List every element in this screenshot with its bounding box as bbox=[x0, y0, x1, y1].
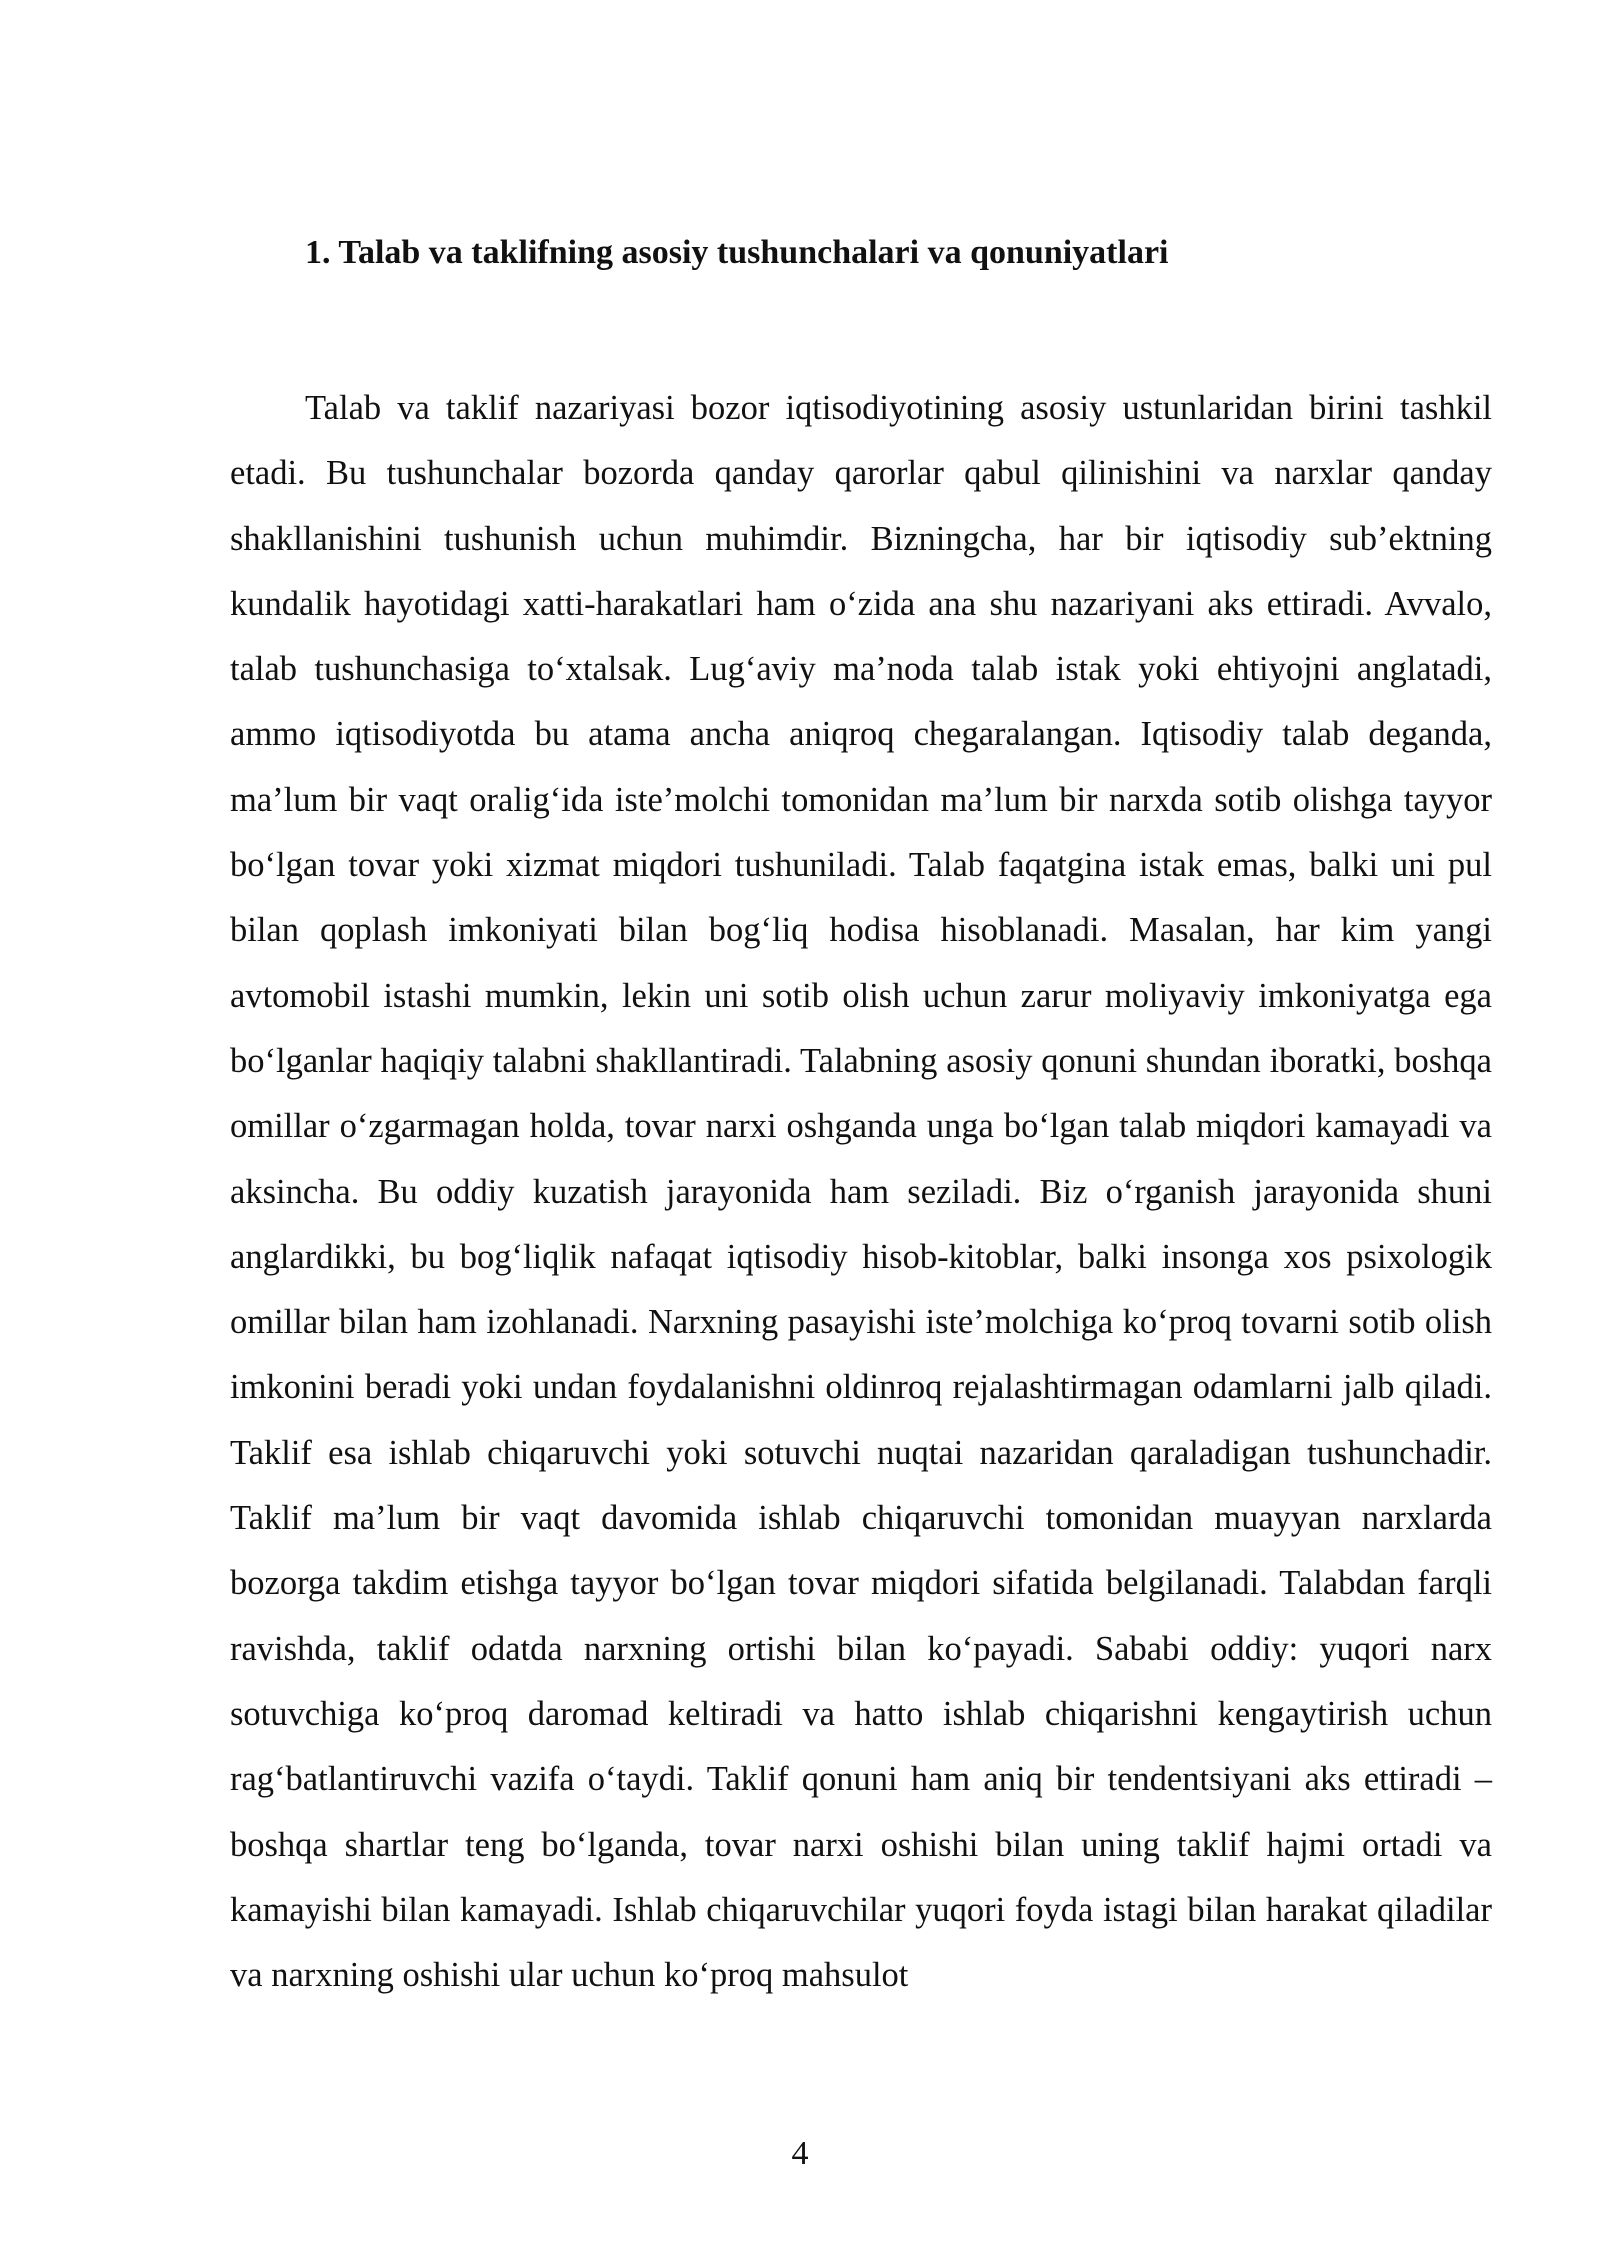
page-number: 4 bbox=[791, 2135, 809, 2172]
body-paragraph: Talab va taklif nazariyasi bozor iqtisodiyotining asosiy ustunlaridan birini tashkil etadi. Bu tushunchalar bozorda qanday qarorlar qabul qilinishini va narxlar qanday shakllanishini tushunish uchun muhimdir. Bizningcha, har bir iqtisodiy sub’ektning kundalik hayotidagi xatti-harakatlari ham o‘zida ana shu nazariyani aks ettiradi. Avvalo, talab tushunchasiga to‘xtalsak. Lug‘aviy ma’noda talab istak yoki ehtiyojni anglatadi, ammo iqtisodiyotda bu atama ancha aniqroq chegaralangan. Iqtisodiy talab deganda, ma’lum bir vaqt oralig‘ida iste’molchi tomonidan ma’lum bir narxda sotib olishga tayyor bo‘lgan tovar yoki xizmat miqdori tushuniladi. Talab faqatgina istak emas, balki uni pul bilan qoplash imkoniyati bilan bog‘liq hodisa hisoblanadi. Masalan, har kim yangi avtomobil istashi mumkin, lekin uni sotib olish uchun zarur moliyaviy imkoniyatga ega bo‘lganlar haqiqiy talabni shakllantiradi. Talabning asosiy qonuni shundan iboratki, boshqa omillar o‘zgarmagan holda, tovar narxi oshganda unga bo‘lgan talab miqdori kamayadi va aksincha. Bu oddiy kuzatish jarayonida ham seziladi. Biz o‘rganish jarayonida shuni anglardikki, bu bog‘liqlik nafaqat iqtisodiy hisob-kitoblar, balki insonga xos psixologik omillar bilan ham izohlanadi. Narxning pasayishi iste’molchiga ko‘proq tovarni sotib olish imkonini beradi yoki undan foydalanishni oldinroq rejalashtirmagan odamlarni jalb qiladi. Taklif esa ishlab chiqaruvchi yoki sotuvchi nuqtai nazaridan qaraladigan tushunchadir. Taklif ma’lum bir vaqt davomida ishlab chiqaruvchi tomonidan muayyan narxlarda bozorga takdim etishga tayyor bo‘lgan tovar miqdori sifatida belgilanadi. Talabdan farqli ravishda, taklif odatda narxning ortishi bilan ko‘payadi. Sababi oddiy: yuqori narx sotuvchiga ko‘proq daromad keltiradi va hatto ishlab chiqarishni kengaytirish uchun rag‘batlantiruvchi vazifa o‘taydi. Taklif qonuni ham aniq bir tendentsiyani aks ettiradi – boshqa shartlar teng bo‘lganda, tovar narxi oshishi bilan uning taklif hajmi ortadi va kamayishi bilan kamayadi. Ishlab chiqaruvchilar yuqori foyda istagi bilan harakat qiladilar va narxning oshishi ular uchun ko‘proq mahsulot bbox=[230, 389, 1492, 1995]
section-heading: 1. Talab va taklifning asosiy tushunchalari va qonuniyatlari bbox=[305, 234, 1169, 271]
